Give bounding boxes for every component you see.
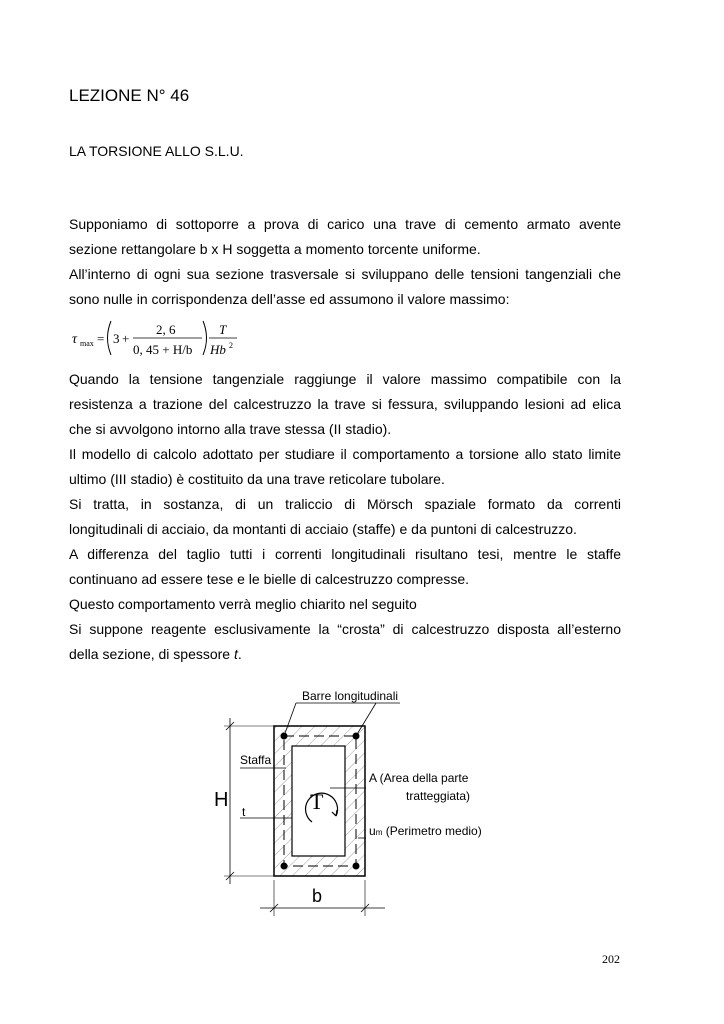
formula-denominator: 0, 45 + H/b: [133, 342, 193, 357]
formula-Hb: Hb: [210, 342, 226, 357]
torsion-section-figure: [200, 688, 490, 923]
rebar: [281, 863, 288, 870]
text-line: Si tratta, in sostanza, di un traliccio di Mörsch spaziale formato da correnti: [69, 496, 621, 512]
label-area: A (Area della parte: [369, 771, 469, 785]
formula-tau: τ: [72, 332, 78, 347]
text-line: sezione rettangolare b x H soggetta a momento torcente uniforme.: [69, 241, 481, 257]
text-line: A differenza del taglio tutti i correnti longitudinali risultano tesi, mentre le staffe: [69, 546, 621, 562]
formula-numerator: 2, 6: [156, 322, 176, 337]
formula-plus: +: [122, 331, 130, 346]
text-line: Questo comportamento verrà meglio chiarito nel seguito: [69, 596, 417, 612]
label-t: t: [242, 805, 246, 819]
thickness-var: t: [234, 646, 238, 662]
torque-label: T: [310, 789, 324, 814]
formula-T: T: [219, 322, 227, 337]
formula-equals: =: [97, 331, 105, 346]
last-line-prefix: della sezione, di spessore: [69, 646, 234, 662]
formula-exponent: 2: [229, 341, 233, 350]
tau-max-formula: [69, 318, 249, 358]
intro-paragraph: [69, 212, 621, 312]
text-line: Quando la tensione tangenziale raggiunge il valore massimo compatibile con la: [69, 371, 621, 387]
last-line-suffix: .: [237, 646, 242, 662]
label-H: H: [214, 789, 229, 811]
rebar: [353, 863, 360, 870]
text-line: Il modello di calcolo adottato per studiare il comportamento a torsione allo stato limite: [69, 446, 621, 462]
text-line: ultimo (III stadio) è costituito da una trave reticolare tubolare.: [69, 471, 445, 487]
right-paren: [203, 321, 207, 355]
text-line: [69, 642, 621, 667]
text-line: Si suppone reagente esclusivamente la “crosta” di calcestruzzo disposta all’esterno: [69, 621, 621, 637]
text-line: sono nulle in corrispondenza dell’asse ed assumono il valore massimo:: [69, 291, 510, 307]
text-line: All’interno di ogni sua sezione trasversale si sviluppano delle tensioni tangenziali che: [69, 266, 621, 282]
label-b: b: [312, 886, 323, 906]
main-paragraph: [69, 367, 621, 667]
label-perimeter: um (Perimetro medio): [369, 824, 482, 838]
text-line: continuano ad essere tese e le bielle di calcestruzzo compresse.: [69, 571, 469, 587]
text-line: resistenza a trazione del calcestruzzo la trave si fessura, sviluppando lesioni ad elica: [69, 396, 621, 412]
text-line: che si avvolgono intorno alla trave stessa (II stadio).: [69, 421, 392, 437]
lesson-title: LEZIONE N° 46: [69, 86, 190, 105]
beam-section: [274, 726, 365, 876]
text-line: Supponiamo di sottoporre a prova di carico una trave di cemento armato avente: [69, 216, 621, 232]
left-paren: [108, 321, 112, 355]
label-staffa: Staffa: [240, 753, 272, 767]
formula-const: 3: [113, 331, 120, 346]
formula-subscript: max: [80, 339, 94, 348]
label-area-2: tratteggiata): [406, 789, 471, 803]
text-line: longitudinali di acciaio, da montanti di acciaio (staffe) e da puntoni di calcestruzzo.: [69, 521, 577, 537]
label-barre-longitudinali: Barre longitudinali: [302, 689, 399, 703]
page-number: 202: [602, 952, 620, 966]
section-subtitle: LA TORSIONE ALLO S.L.U.: [69, 143, 244, 159]
